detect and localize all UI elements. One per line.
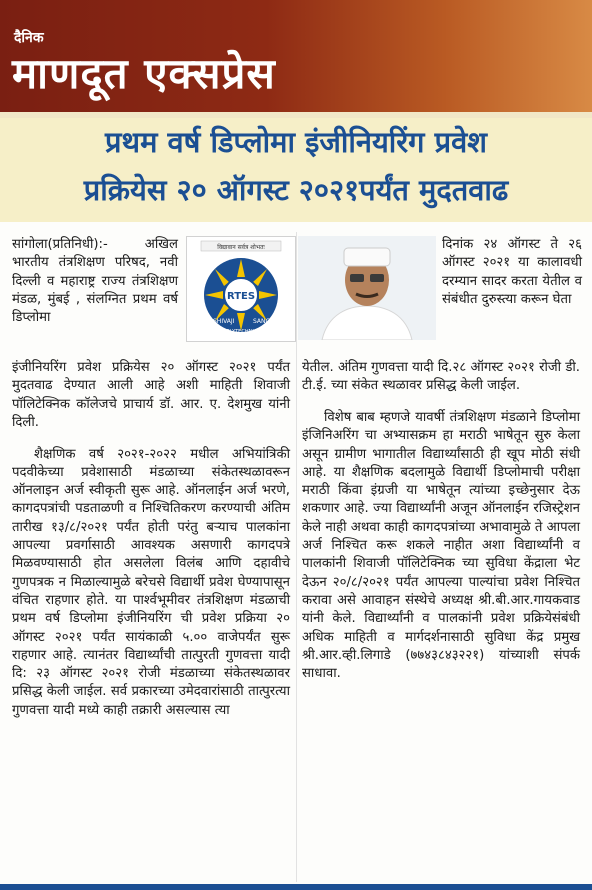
article-right-para-1: येतील. अंतिम गुणवत्ता यादी दि.२८ ऑगस्ट २०२१ रोजी डी. टी.ई. च्या संकेत स्थळावर प्रसिद्ध केली जाईल.: [302, 360, 580, 394]
article-right-intro: दिनांक २४ ऑगस्ट ते २६ ऑगस्ट २०२१ या कालावधी दरम्यान सादर करता येतील व संबंधीत दुरुस्त्या करून घेता: [442, 237, 582, 307]
logo-top-text: विद्यावान सर्वत्र शोभतः: [217, 244, 265, 251]
masthead-title: माणदूत एक्सप्रेस: [12, 49, 276, 98]
person-portrait-icon: [298, 236, 436, 340]
bottom-border: [0, 884, 592, 890]
masthead: [0, 0, 592, 112]
logo-center-text: RTES: [226, 291, 256, 302]
logo-ring-bottom-text: POLYTECHNIC: [223, 329, 258, 335]
column-divider: [296, 232, 297, 882]
logo-ring-right-text: SANGOLA: [253, 318, 283, 325]
shivaji-polytechnic-logo: [186, 236, 296, 342]
article-left-para-2: शैक्षणिक वर्ष २०२१-२०२२ मधील अभियांत्रिकी पदवीकेच्या प्रवेशासाठी मंडळाच्या संकेतस्थळावरून ऑनलाइन अर्ज स्वीकृती सुरू आहे. ऑनलाईन अर्ज भरणे, कागदपत्रांची पडताळणी व निश्चितिकरण करण्याची अंतिम तारीख १३/८/२०२१ पर्यंत होती परंतु बऱ्याच पालकांना आपल्या प्रवर्गासाठी आवश्यक असणारी कागदपत्रे मिळवण्यासाठी होत असलेला विलंब आणि दहावीचे गुणपत्रक न मिळाल्यामुळे बरेचसे विद्यार्थी प्रवेश घेण्यापासून वंचित राहणार होते. या पार्श्वभूमीवर तंत्रशिक्षण मंडळाची प्रथम वर्ष डिप्लोमा इंजीनियरिंग ची प्रवेश प्रक्रिया २० ऑगस्ट २०२१ पर्यंत सायंकाळी ५.०० वाजेपर्यंत सुरू राहणार आहे. त्यानंतर विद्यार्थ्यांची तात्पुरती गुणवत्ता यादी दि: २३ ऑगस्ट २०२१ रोजी मंडळाच्या संकेतस्थळावर प्रसिद्ध केली जाईल. सर्व प्रकारच्या उमेदवारांसाठी तात्पुरत्या गुणवत्ता यादी मध्ये काही तक्रारी असल्यास त्या: [12, 446, 290, 718]
article-left-column: [12, 346, 290, 733]
article-right-column: [302, 346, 580, 697]
article-left-para-1: इंजीनियरिंग प्रवेश प्रक्रियेस २० ऑगस्ट २०२१ पर्यंत मुदतवाढ देण्यात आली आहे अशी माहिती शिवाजी पॉलिटेक्निक कॉलेजचे प्राचार्य डॉ. आर. ए. देशमुख यांनी दिली.: [12, 360, 290, 431]
headline-line-2: प्रक्रियेस २० ऑगस्ट २०२१पर्यंत मुदतवाढ: [83, 173, 509, 207]
article-right-para-2: विशेष बाब म्हणजे यावर्षी तंत्रशिक्षण मंडळाने डिप्लोमा इंजिनिअरिंग चा अभ्यासक्रम हा मराठी भाषेतून सुरु केला असून ग्रामीण भागातील विद्यार्थ्यांसाठी ही खूप मोठी संधी आहे. या शैक्षणिक बदलामुळे विद्यार्थी डिप्लोमाची परीक्षा मराठी किंवा इंग्रजी या भाषेतून त्यांच्या इच्छेनुसार देऊ शकणार आहे. ज्या विद्यार्थ्यांनी अजून ऑनलाईन रजिस्ट्रेशन केले नाही अथवा काही कागदपत्रांच्या अभावामुळे ते आपला अर्ज निश्चित करू शकले नाहीत अशा विद्यार्थ्यांनी व पालकांनी शिवाजी पॉलिटेक्निक च्या सुविधा केंद्राला भेट देऊन २०/८/२०२१ पर्यंत आपल्या पाल्यांचा प्रवेश निश्चित करावा असे आवाहन संस्थेचे अध्यक्ष श्री.बी.आर.गायकवाड यांनी केले. विद्यार्थ्यांनी व पालकांनी प्रवेश प्रक्रियेसंबंधी अधिक माहिती व मार्गदर्शनासाठी सुविधा केंद्र प्रमुख श्री.आर.व्ही.लिगाडे (७७४३८४३२२१) यांच्याशी संपर्क साधावा.: [302, 409, 580, 682]
person-photo: [298, 236, 436, 340]
article-left-intro: सांगोला(प्रतिनिधी):- अखिल भारतीय तंत्रशिक्षण परिषद, नवी दिल्ली व महाराष्ट्र राज्य तंत्रशिक्षण मंडळ, मुंबई , संलग्नित प्रथम वर्ष डिप्लोमा: [12, 237, 178, 326]
masthead-small-label: दैनिक: [14, 30, 44, 46]
logo-ring-left-text: SHIVAJI: [213, 318, 235, 325]
headline-line-1: प्रथम वर्ष डिप्लोमा इंजीनियरिंग प्रवेश: [105, 125, 487, 159]
logo-emblem-icon: [187, 237, 295, 341]
